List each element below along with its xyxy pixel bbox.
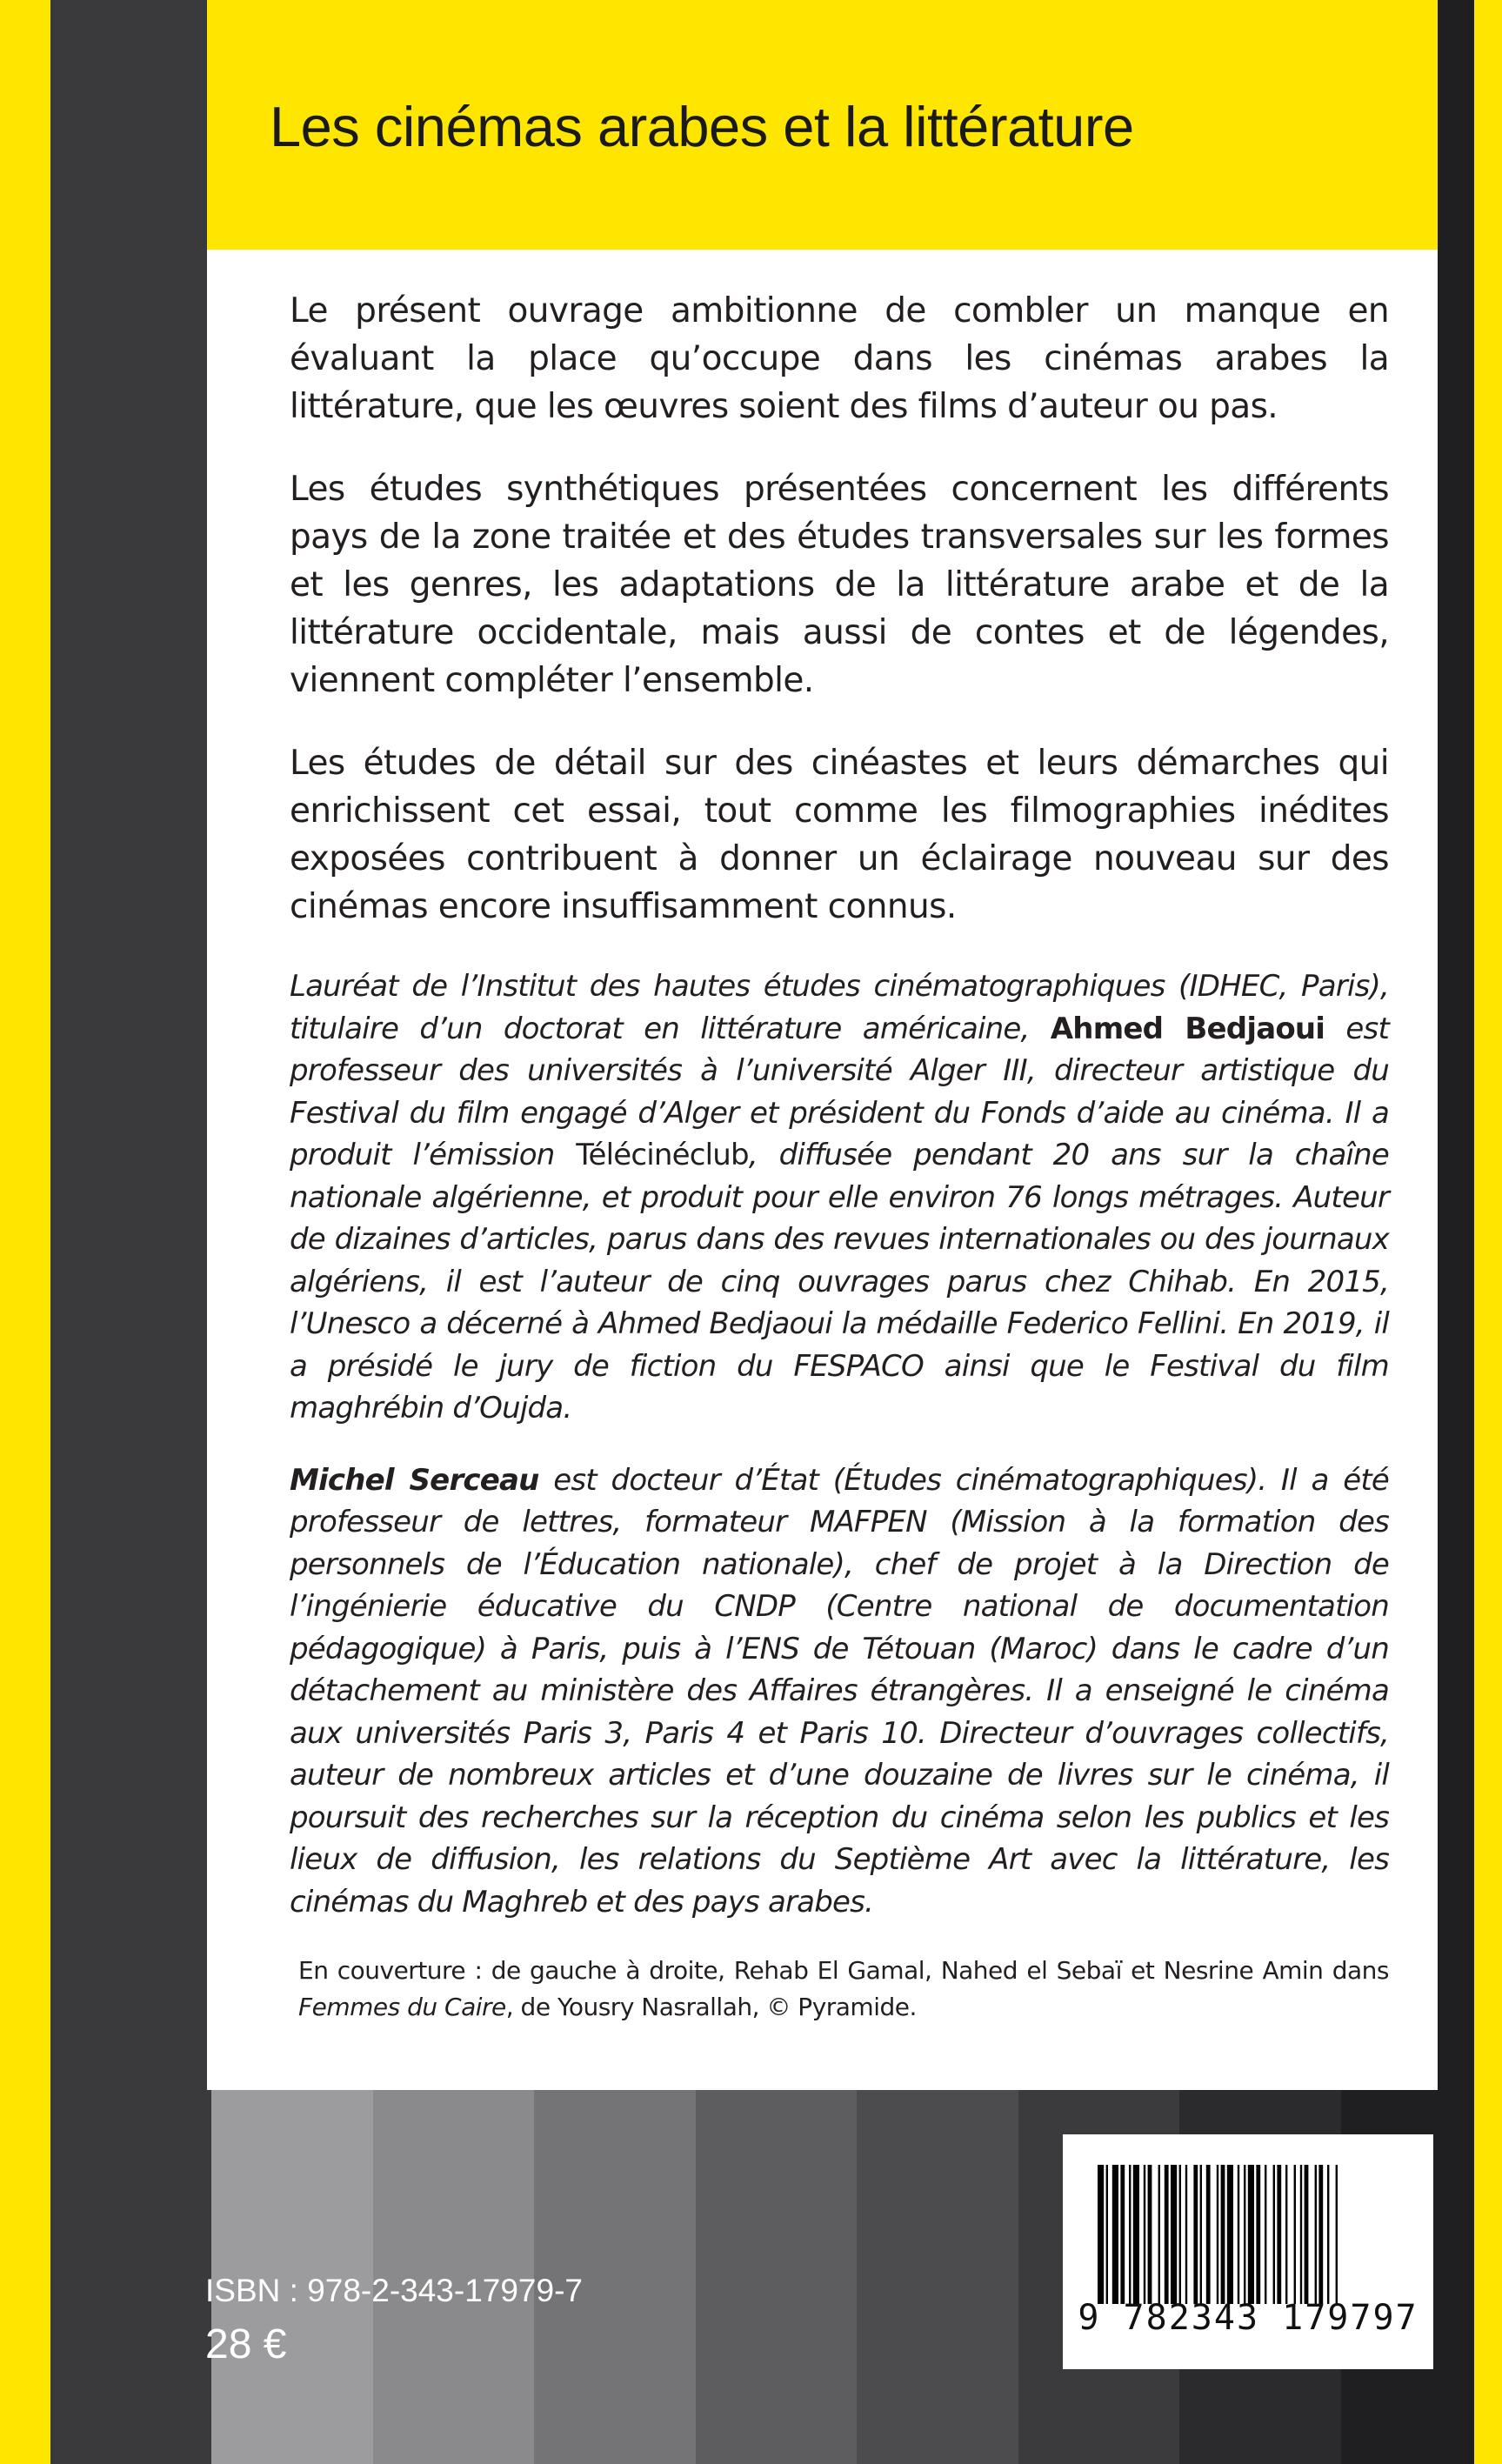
back-cover-content (290, 287, 1389, 2026)
barcode-bar (1273, 2165, 1275, 2304)
author-name: Michel Serceau (290, 1462, 539, 1498)
barcode-bar (1285, 2165, 1287, 2304)
barcode-bar (1217, 2165, 1218, 2304)
barcode-bar (1277, 2165, 1281, 2304)
barcode-bar (1248, 2165, 1254, 2304)
barcode-bar (1200, 2165, 1202, 2304)
barcode-bar (1098, 2165, 1104, 2304)
barcode-bar (1294, 2165, 1296, 2304)
barcode-digits: 9 782343 179797 (1078, 2298, 1419, 2338)
barcode-bar (1144, 2165, 1145, 2304)
barcode-bar (1327, 2165, 1329, 2304)
barcode-bar (1244, 2165, 1245, 2304)
barcode-bar (1158, 2165, 1160, 2304)
barcode-bar (1171, 2165, 1177, 2304)
barcode-bar (1106, 2165, 1108, 2304)
barcode-bar (1315, 2165, 1317, 2304)
show-title: Télécinéclub (576, 1138, 749, 1172)
barcode-bar (1133, 2165, 1139, 2304)
barcode-bar (1221, 2165, 1225, 2304)
barcode-bar (1129, 2165, 1131, 2304)
barcode-bar (1148, 2165, 1152, 2304)
barcode-bar (1227, 2165, 1233, 2304)
right-yellow-band (1474, 0, 1502, 2464)
isbn: ISBN : 978-2-343-17979-7 (205, 2273, 583, 2308)
summary-paragraph: Les études de détail sur des cinéastes et leurs démarches qui enrichissent cet essai, tout comme les filmographies inédites exposées contribuent à donner un éclairage nouveau sur des cinémas encore insuffisamment connus. (290, 744, 1389, 926)
barcode-bar (1165, 2165, 1169, 2304)
barcode-bar (1112, 2165, 1118, 2304)
author-bios (290, 965, 1389, 1923)
price: 28 € (205, 2321, 287, 2367)
barcode-bar (1120, 2165, 1125, 2304)
left-yellow-band (0, 0, 50, 2464)
barcode-icon (1098, 2165, 1399, 2304)
barcode-bar (1305, 2165, 1309, 2304)
barcode-bar (1185, 2165, 1187, 2304)
author-name: Ahmed Bedjaoui (1050, 1011, 1325, 1046)
author-bio-serceau: Michel Serceau est docteur d’État (Études cinématographiques). Il a été professeur de lettres, formateur MAFPEN (Mission à la formation des personnels de l’Éducation nationale), chef de projet à la Direction de l’ingénierie éducative du CNDP (Centre national de documentation pédagogique) à Paris, puis à l’ENS de Tétouan (Maroc) dans le cadre d’un détachement au ministère des Affaires étrangères. Il a enseigné le cinéma aux universités Paris 3, Paris 4 et Paris 10. Directeur d’ouvrages collectifs, auteur de nombreux articles et d’une douzaine de livres sur le cinéma, il poursuit des recherches sur la réception du cinéma selon les publics et les lieux de diffusion, les relations du Septième Art avec la littérature, les cinémas du Maghreb et des pays arabes. (290, 1462, 1389, 1920)
barcode-bar (1336, 2165, 1338, 2304)
cover-credit: En couverture : de gauche à droite, Rehab El Gamal, Nahed el Sebaï et Nesrine Amin dans Femmes du Caire, de Yousry Nasrallah, © Pyramide. (298, 1956, 1389, 2021)
author-bio-bedjaoui: Lauréat de l’Institut des hautes études cinématographiques (IDHEC, Paris), titulaire d’un doctorat en littérature américaine, Ahmed Bedjaoui est professeur des universités à l’université Alger III, directeur artistique du Festival du film engagé d’Alger et président du Fonds d’aide au cinéma. Il a produit l’émission Télécinéclub, diffusée pendant 20 ans sur la chaîne nationale algérienne, et produit pour elle environ 76 longs métrages. Auteur de dizaines d’articles, parus dans des revues internationales ou des journaux algériens, il est l’auteur de cinq ouvrages parus chez Chihab. En 2015, l’Unesco a décerné à Ahmed Bedjaoui la médaille Federico Fellini. En 2019, il a présidé le jury de fiction du FESPACO ainsi que le Festival du film maghrébin d’Oujda. (290, 969, 1390, 1426)
barcode-bar (1206, 2165, 1211, 2304)
summary (290, 287, 1389, 931)
barcode-bar (1265, 2165, 1266, 2304)
barcode-bar (1179, 2165, 1181, 2304)
barcode-bar (1256, 2165, 1260, 2304)
barcode-bar (1193, 2165, 1198, 2304)
barcode-bar (1300, 2165, 1302, 2304)
book-title: Les cinémas arabes et la littérature (270, 95, 1134, 158)
film-title: Femmes du Caire (298, 1993, 506, 2021)
barcode (1063, 2134, 1433, 2369)
barcode-bar (1238, 2165, 1239, 2304)
summary-paragraph: Le présent ouvrage ambitionne de combler un manque en évaluant la place qu’occupe dans les cinémas arabes la littérature, que les œuvres soient des films d’auteur ou pas. (290, 291, 1389, 426)
barcode-bar (1318, 2165, 1323, 2304)
summary-paragraph: Les études synthétiques présentées concernent les différents pays de la zone traitée et des études transversales sur les formes et les genres, les adaptations de la littérature arabe et de la littérature occidentale, mais aussi de contes et de légendes, viennent compléter l’ensemble. (290, 470, 1389, 700)
